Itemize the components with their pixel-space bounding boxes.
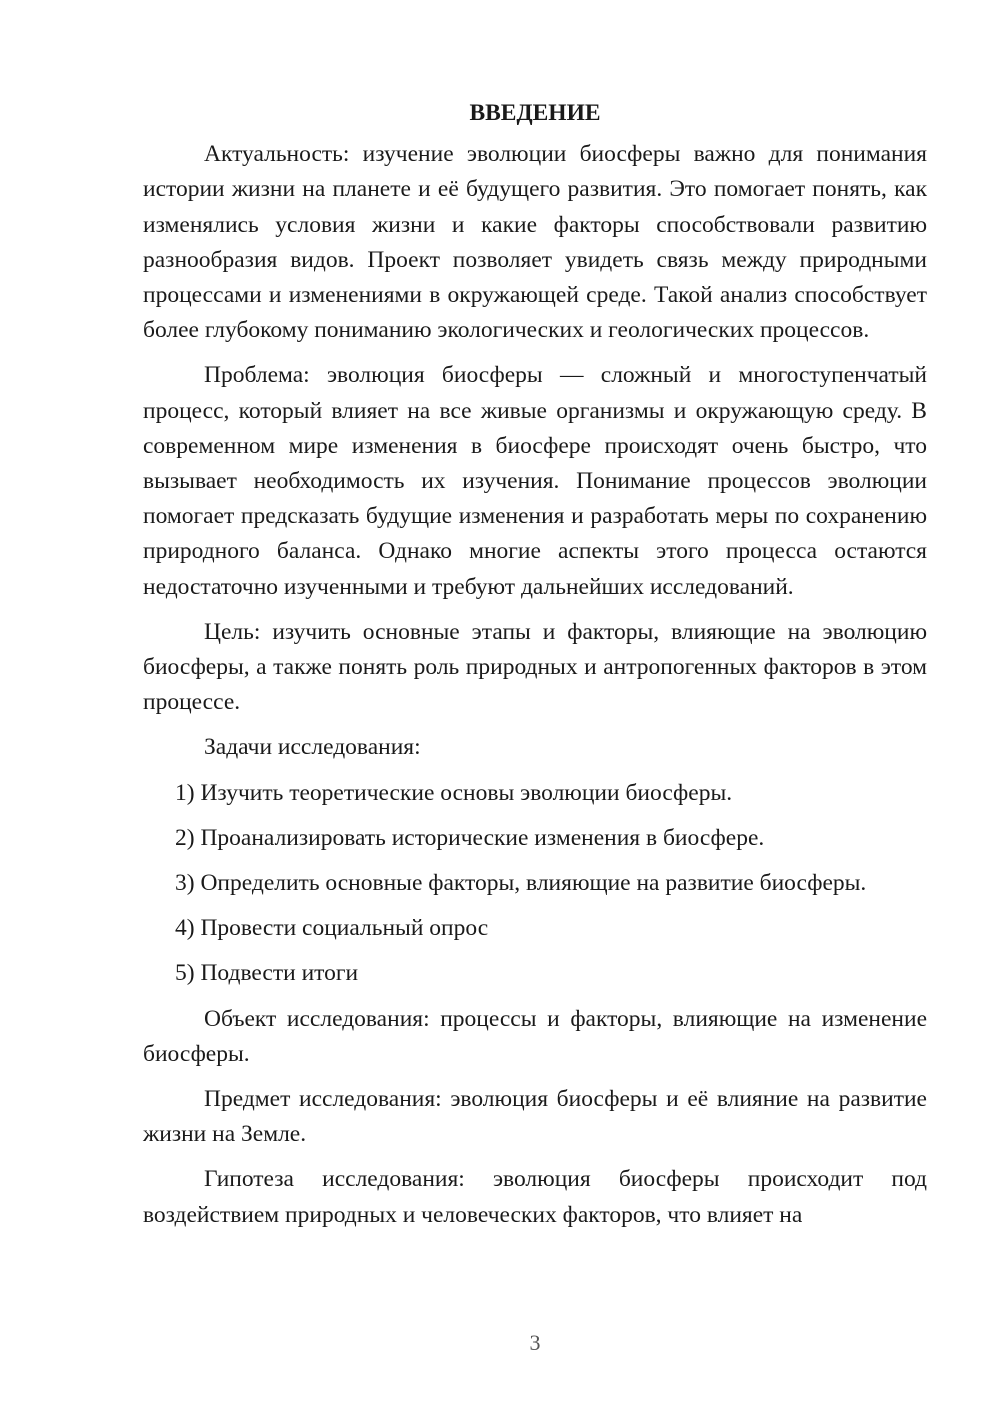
tasks-heading: Задачи исследования: xyxy=(204,734,421,761)
object-paragraph: Объект исследования: процессы и факторы, влияющие на изменение биосферы. xyxy=(143,1005,927,1067)
subject-paragraph: Предмет исследования: эволюция биосферы и её влияние на развитие жизни на Земле. xyxy=(143,1086,927,1148)
goal-paragraph: Цель: изучить основные этапы и факторы, влияющие на эволюцию биосферы, а также понять роль природных и антропогенных факторов в этом процессе. xyxy=(143,618,927,716)
task-item: 4) Провести социальный опрос xyxy=(175,915,489,942)
tasks-list xyxy=(143,776,927,992)
task-item: 3) Определить основные факторы, влияющие на развитие биосферы. xyxy=(175,870,867,897)
task-item: 5) Подвести итоги xyxy=(175,960,359,987)
section-heading: ВВЕДЕНИЕ xyxy=(469,100,601,126)
page-number: 3 xyxy=(529,1330,541,1355)
page-content xyxy=(143,96,927,1243)
hypothesis-paragraph: Гипотеза исследования: эволюция биосферы происходит под воздействием природных и человеческих факторов, что влияет на xyxy=(143,1166,927,1228)
problem-paragraph: Проблема: эволюция биосферы — сложный и многоступенчатый процесс, который влияет на все живые организмы и окружающую среду. В современном мире изменения в биосфере происходят очень быстро, что вызывает необходимость их изучения. Понимание процессов эволюции помогает предсказать будущие изменения и разработать меры по сохранению природного баланса. Однако многие аспекты этого процесса остаются недостаточно изученными и требуют дальнейших исследований. xyxy=(143,362,927,600)
task-item: 2) Проанализировать исторические изменения в биосфере. xyxy=(175,824,765,851)
task-item: 1) Изучить теоретические основы эволюции биосферы. xyxy=(175,779,733,806)
relevance-paragraph: Актуальность: изучение эволюции биосферы важно для понимания истории жизни на планете и её будущего развития. Это помогает понять, как изменялись условия жизни и какие факторы способствовали развитию разнообразия видов. Проект позволяет увидеть связь между природными процессами и изменениями в окружающей среде. Такой анализ способствует более глубокому пониманию экологических и геологических процессов. xyxy=(143,141,927,344)
